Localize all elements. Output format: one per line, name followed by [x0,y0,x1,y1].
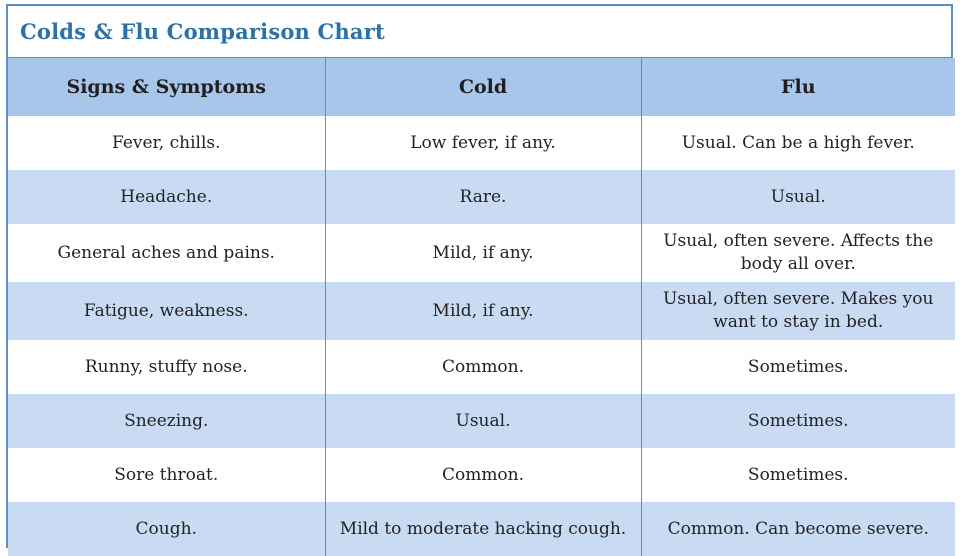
symptom-cell: General aches and pains. [57,242,275,263]
table-row [8,170,955,224]
cold-cell: Common. [325,448,641,502]
title-bar [8,6,951,58]
flu-cell: Sometimes. [641,394,955,448]
cold-cell: Mild, if any. [325,282,641,340]
symptom-cell: Fever, chills. [111,132,221,153]
comparison-chart [6,4,953,548]
flu-cell: Sometimes. [641,448,955,502]
symptom-cell: Cough. [135,518,197,539]
table-row [8,448,955,502]
table-row [8,116,955,170]
cold-cell: Mild to moderate hacking cough. [325,502,641,556]
flu-cell: Usual, often severe. Affects the body all over. [641,224,955,282]
table-row [8,340,955,394]
cold-cell: Common. [325,340,641,394]
table-row [8,502,955,556]
symptom-cell: Sore throat. [114,464,219,485]
cold-cell: Usual. [325,394,641,448]
chart-title: Colds & Flu Comparison Chart [20,19,385,44]
column-header-cold: Cold [325,58,641,116]
symptom-cell: Sneezing. [124,410,209,431]
column-header-flu: Flu [641,58,955,116]
table-row [8,224,955,282]
comparison-table [8,58,955,556]
cold-cell: Rare. [325,170,641,224]
symptom-cell: Fatigue, weakness. [83,300,249,321]
header-row [8,58,955,116]
cold-cell: Low fever, if any. [325,116,641,170]
cold-cell: Mild, if any. [325,224,641,282]
symptom-cell: Headache. [120,186,213,207]
flu-cell: Usual. [641,170,955,224]
flu-cell: Common. Can become severe. [641,502,955,556]
flu-cell: Usual. Can be a high fever. [641,116,955,170]
table-row [8,394,955,448]
flu-cell: Usual, often severe. Makes you want to stay in bed. [641,282,955,340]
table-row [8,282,955,340]
symptom-cell: Runny, stuffy nose. [84,356,248,377]
flu-cell: Sometimes. [641,340,955,394]
column-header-symptoms: Signs & Symptoms [66,75,267,98]
